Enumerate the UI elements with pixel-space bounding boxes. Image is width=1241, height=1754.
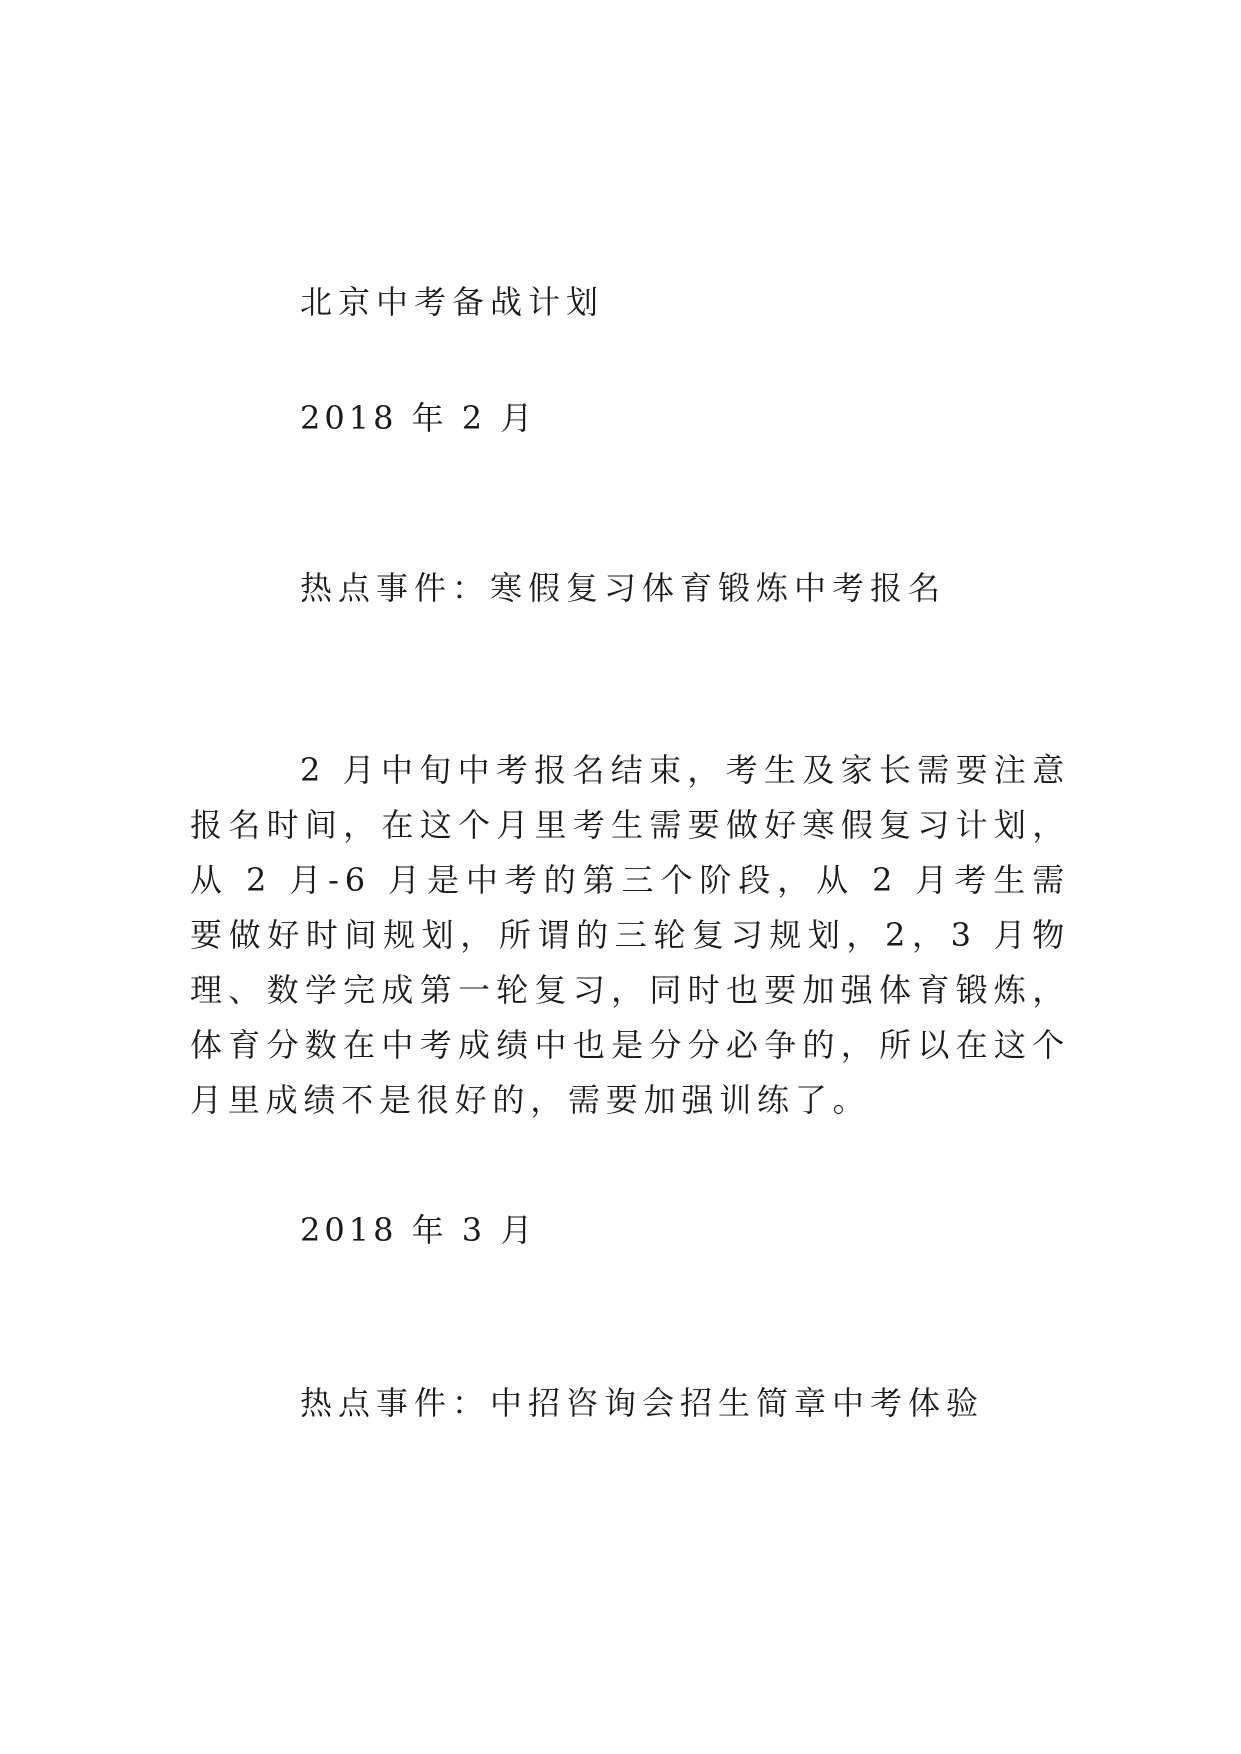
document-title: 北京中考备战计划 xyxy=(300,283,605,321)
body-paragraph: 2 月中旬中考报名结束，考生及家长需要注意报名时间，在这个月里考生需要做好寒假复习计划，从 2 月-6 月是中考的第三个阶段，从 2 月考生需要做好时间规划，所谓的三轮复习规划，2，3 月物理、数学完成第一轮复习，同时也要加强体育锻炼，体育分数在中考成绩中也是分分必争的，所以在这个月里成绩不是很好的，需要加强训练了。 xyxy=(190,751,1070,1119)
hot-events-line: 热点事件：中招咨询会招生简章中考体验 xyxy=(300,1384,985,1422)
section-month-heading: 2018 年 2 月 xyxy=(300,399,537,437)
hot-events-line: 热点事件：寒假复习体育锻炼中考报名 xyxy=(300,569,947,607)
section-month-heading: 2018 年 3 月 xyxy=(300,1211,537,1249)
